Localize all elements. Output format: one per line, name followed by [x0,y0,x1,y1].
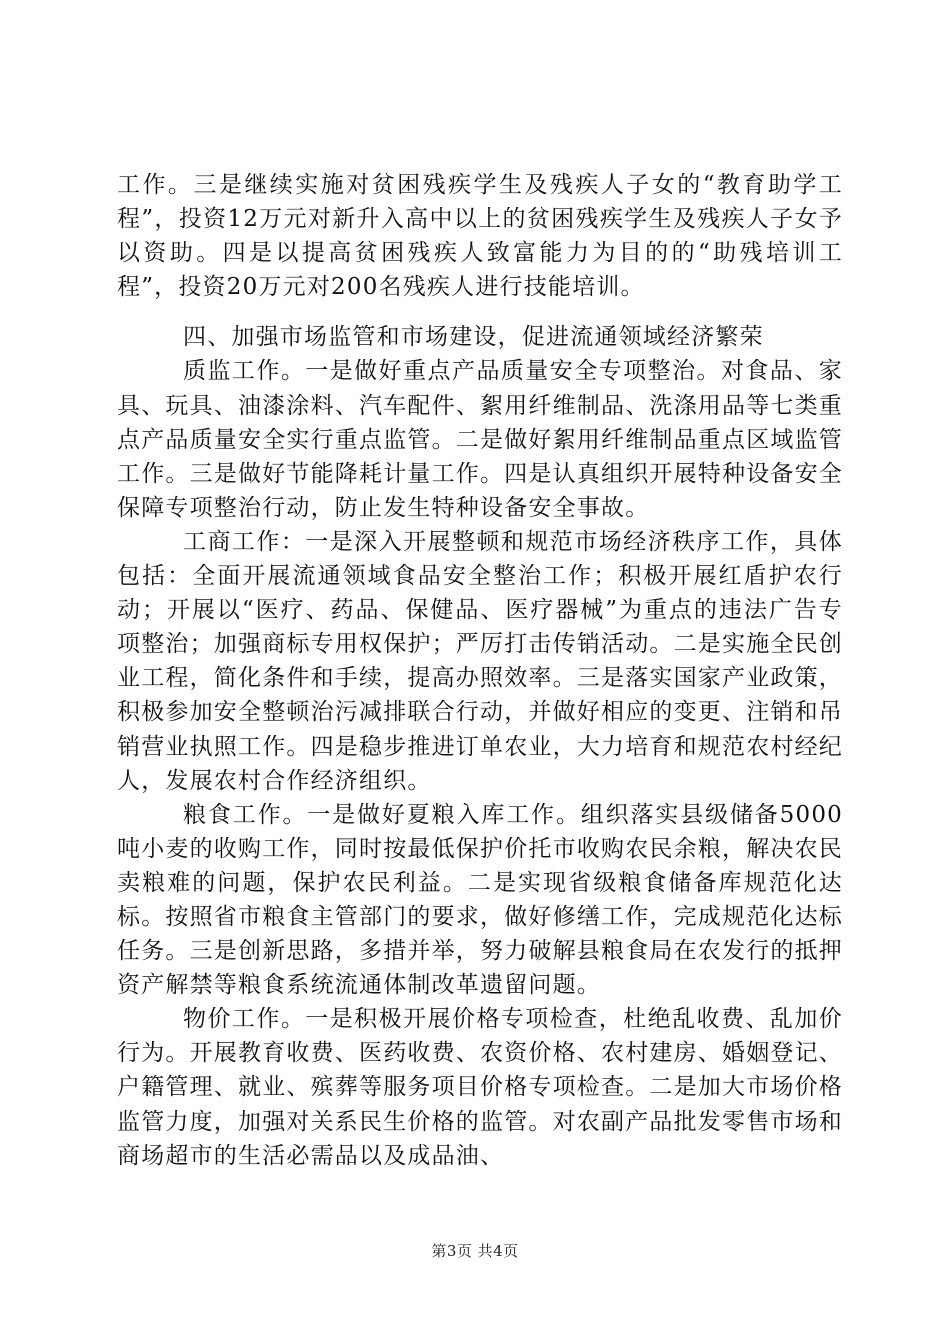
paragraph-grain: 粮食工作。一是做好夏粮入库工作。组织落实县级储备5000吨小麦的收购工作，同时按最低保护价托市收购农民余粮，解决农民卖粮难的问题，保护农民利益。二是实现省级粮食储备库规范化达标。按照省市粮食主管部门的要求，做好修缮工作，完成规范化达标任务。三是创新思路，多措并举，努力破解县粮食局在农发行的抵押资产解禁等粮食系统流通体制改革遗留问题。 [117,801,843,999]
page-footer: 第3页 共4页 [431,1242,519,1260]
paragraph-quality-supervision: 质监工作。一是做好重点产品质量安全专项整治。对食品、家具、玩具、油漆涂料、汽车配件、絮用纤维制品、洗涤用品等七类重点产品质量安全实行重点监管。二是做好絮用纤维制品重点区域监管工作。三是做好节能降耗计量工作。四是认真组织开展特种设备安全保障专项整治行动，防止发生特种设备安全事故。 [117,358,843,521]
paragraph-pricing: 物价工作。一是积极开展价格专项检查，杜绝乱收费、乱加价行为。开展教育收费、医药收费、农资价格、农村建房、婚姻登记、户籍管理、就业、殡葬等服务项目价格专项检查。二是加大市场价格监管力度，加强对关系民生价格的监管。对农副产品批发零售市场和商场超市的生活必需品以及成品油、 [117,1006,843,1169]
paragraph-continuation: 工作。三是继续实施对贫困残疾学生及残疾人子女的“教育助学工程”，投资12万元对新升入高中以上的贫困残疾学生及残疾人子女予以资助。四是以提高贫困残疾人致富能力为目的的“助残培训工程”，投资20万元对200名残疾人进行技能培训。 [117,172,843,301]
paragraph-industry-commerce: 工商工作：一是深入开展整顿和规范市场经济秩序工作，具体包括：全面开展流通领域食品安全整治工作；积极开展红盾护农行动；开展以“医疗、药品、保健品、医疗器械”为重点的违法广告专项整治；加强商标专用权保护；严厉打击传销活动。二是实施全民创业工程，简化条件和手续，提高办照效率。三是落实国家产业政策，积极参加安全整顿治污减排联合行动，并做好相应的变更、注销和吊销营业执照工作。四是稳步推进订单农业，大力培育和规范农村经纪人，发展农村合作经济组织。 [117,528,843,794]
document-body [117,168,843,1173]
section-heading: 四、加强市场监管和市场建设，促进流通领域经济繁荣 [183,324,764,351]
